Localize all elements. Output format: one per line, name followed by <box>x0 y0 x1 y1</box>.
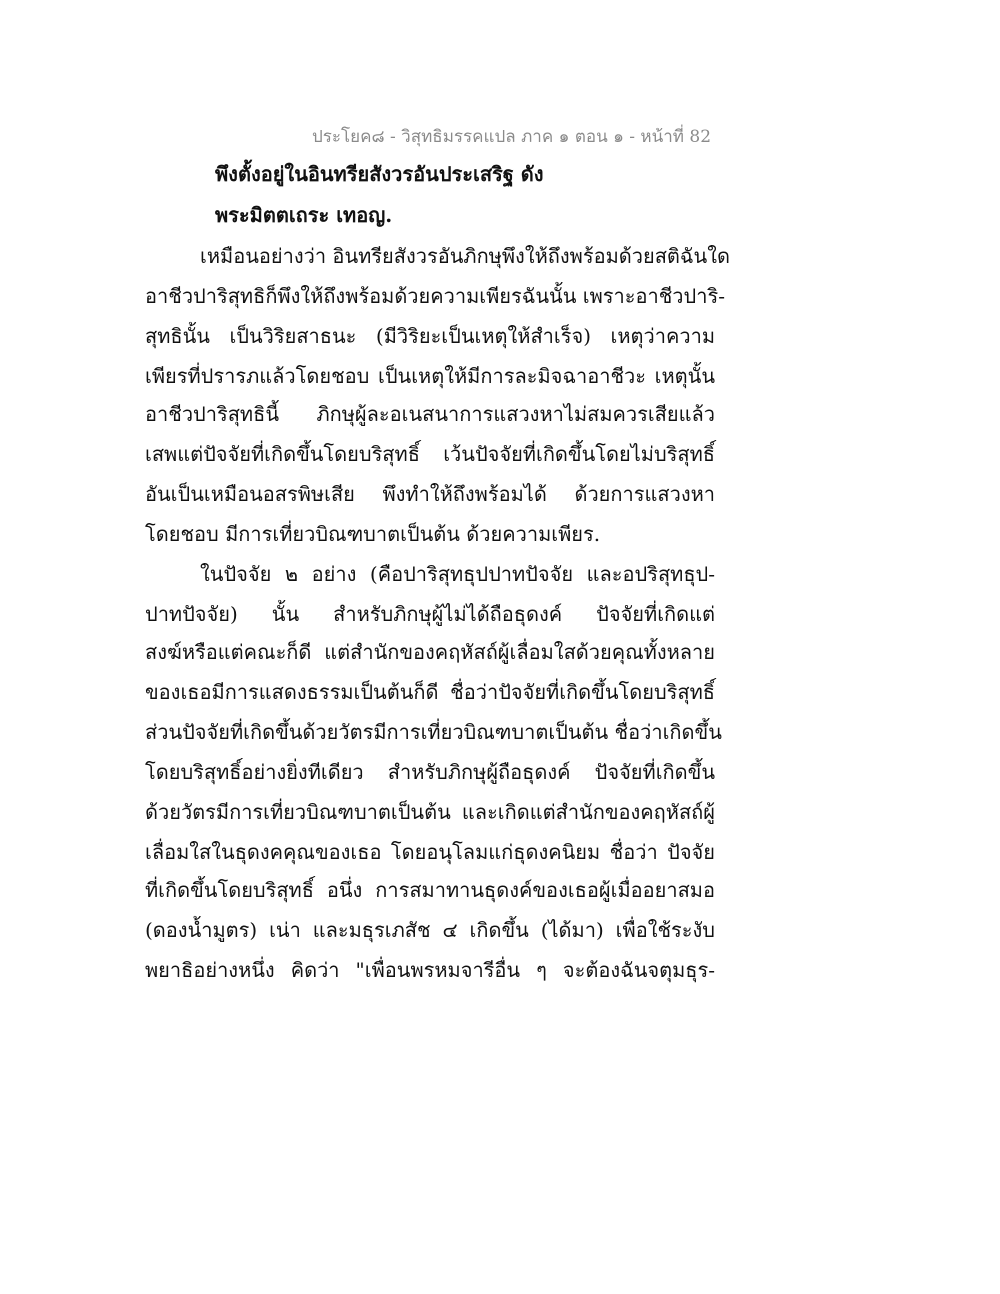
paragraph-2-line-7: ด้วยวัตรมีการเที่ยวบิณฑบาตเป็นต้น และเกิดแต่สำนักของคฤหัสถ์ผู้ <box>145 800 715 824</box>
paragraph-1-line-4: เพียรที่ปรารภแล้วโดยชอบ เป็นเหตุให้มีการละมิจฉาอาชีวะ เหตุนั้น <box>145 364 715 388</box>
paragraph-1-line-6: เสพแต่ปัจจัยที่เกิดขึ้นโดยบริสุทธิ์ เว้นปัจจัยที่เกิดขึ้นโดยไม่บริสุทธิ์ <box>145 442 715 466</box>
paragraph-1-line-7: อันเป็นเหมือนอสรพิษเสีย พึงทำให้ถึงพร้อมได้ ด้วยการแสวงหา <box>145 482 715 506</box>
paragraph-2-line-9: ที่เกิดขึ้นโดยบริสุทธิ์ อนึ่ง การสมาทานธุดงค์ของเธอผู้เมื่ออยาสมอ <box>145 878 715 902</box>
paragraph-2-line-8: เลื่อมใสในธุดงคคุณของเธอ โดยอนุโลมแก่ธุดงคนิยม ชื่อว่า ปัจจัย <box>145 840 715 864</box>
heading-line-2: พระมิตตเถระ เทอญ. <box>215 203 393 227</box>
heading-line-1: พึงตั้งอยู่ในอินทรียสังวรอันประเสริฐ ดัง <box>215 162 544 186</box>
paragraph-2-line-5: ส่วนปัจจัยที่เกิดขึ้นด้วยวัตรมีการเที่ยวบิณฑบาตเป็นต้น ชื่อว่าเกิดขึ้น <box>145 720 722 744</box>
paragraph-2-line-11: พยาธิอย่างหนึ่ง คิดว่า "เพื่อนพรหมจารีอื่น ๆ จะต้องฉันจตุมธุร- <box>145 958 715 982</box>
paragraph-1-line-1: เหมือนอย่างว่า อินทรียสังวรอันภิกษุพึงให้ถึงพร้อมด้วยสติฉันใด <box>200 244 730 268</box>
paragraph-1-line-3: สุทธินั้น เป็นวิริยสาธนะ (มีวิริยะเป็นเหตุให้สำเร็จ) เหตุว่าความ <box>145 324 715 348</box>
paragraph-2-line-10: (ดองน้ำมูตร) เน่า และมธุรเภสัช ๔ เกิดขึ้น (ได้มา) เพื่อใช้ระงับ <box>145 918 715 942</box>
paragraph-2-line-6: โดยบริสุทธิ์อย่างยิ่งทีเดียว สำหรับภิกษุผู้ถือธุดงค์ ปัจจัยที่เกิดขึ้น <box>145 760 715 784</box>
paragraph-2-line-3: สงฆ์หรือแต่คณะก็ดี แต่สำนักของคฤหัสถ์ผู้เลื่อมใสด้วยคุณทั้งหลาย <box>145 640 715 664</box>
paragraph-2-line-1: ในปัจจัย ๒ อย่าง (คือปาริสุทธุปปาทปัจจัย และอปริสุทธุป- <box>200 562 715 586</box>
paragraph-1-line-8: โดยชอบ มีการเที่ยวบิณฑบาตเป็นต้น ด้วยความเพียร. <box>145 522 601 546</box>
page-header: ประโยค๘ - วิสุทธิมรรคแปล ภาค ๑ ตอน ๑ - หน้าที่ 82 <box>312 127 712 147</box>
paragraph-2-line-4: ของเธอมีการแสดงธรรมเป็นต้นก็ดี ชื่อว่าปัจจัยที่เกิดขึ้นโดยบริสุทธิ์ <box>145 680 715 704</box>
paragraph-1-line-2: อาชีวปาริสุทธิก็พึงให้ถึงพร้อมด้วยความเพียรฉันนั้น เพราะอาชีวปาริ- <box>145 284 725 308</box>
paragraph-2-line-2: ปาทปัจจัย) นั้น สำหรับภิกษุผู้ไม่ได้ถือธุดงค์ ปัจจัยที่เกิดแต่ <box>145 602 715 626</box>
paragraph-1-line-5: อาชีวปาริสุทธินี้ ภิกษุผู้ละอเนสนาการแสวงหาไม่สมควรเสียแล้ว <box>145 402 715 426</box>
